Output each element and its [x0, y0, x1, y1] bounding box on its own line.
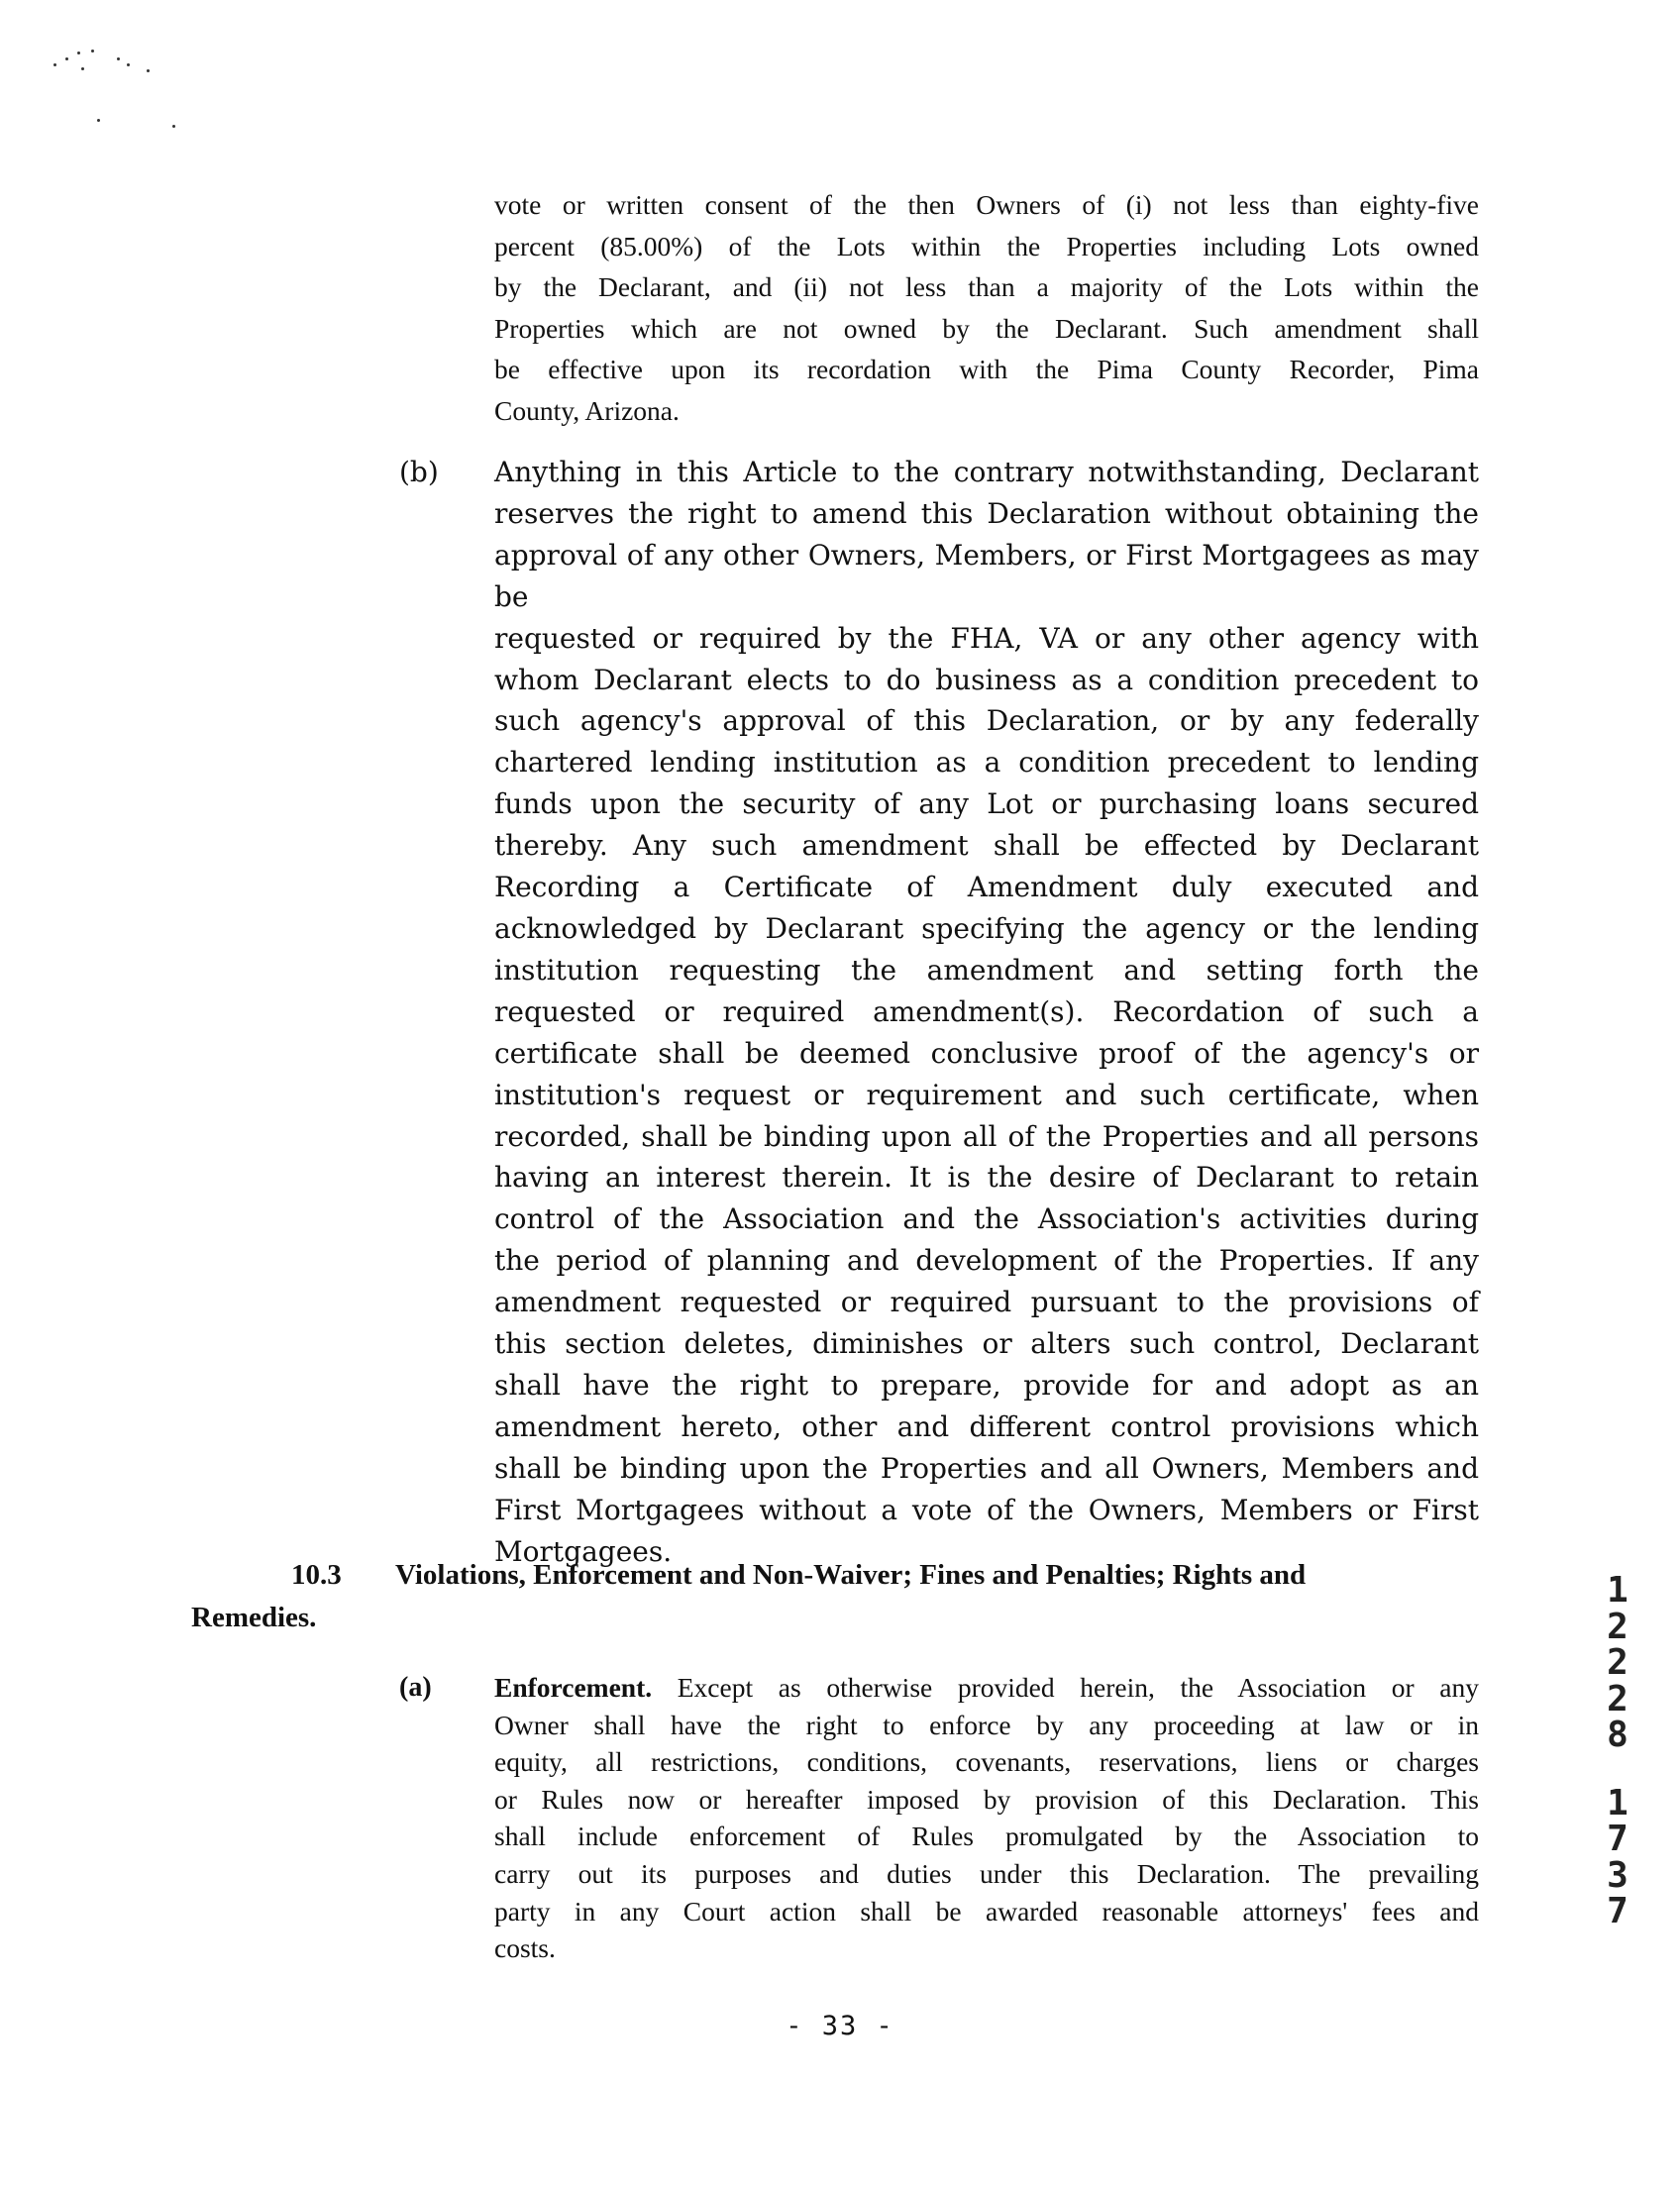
stamp-digit: 3	[1607, 1854, 1628, 1896]
subsection-a-heading: Enforcement.	[494, 1672, 653, 1703]
stamp-digit: 1	[1607, 1570, 1628, 1611]
paragraph-line: Properties which are not owned by the Declarant. Such amendment shall	[494, 312, 1479, 344]
stamp-digit: 7	[1607, 1891, 1628, 1931]
section-title: Violations, Enforcement and Non-Waiver; Fines and Penalties; Rights and	[395, 1559, 1307, 1591]
paragraph-line: amendment requested or required pursuant to the provisions of	[494, 1286, 1479, 1319]
paragraph-line: requested or required amendment(s). Recordation of such a	[494, 994, 1479, 1028]
subsection-b-paragraph	[494, 452, 1479, 1572]
paragraph-line: certificate shall be deemed conclusive proof of the agency's or	[494, 1036, 1479, 1070]
paragraph-line: approval of any other Owners, Members, or First Mortgagees as may be	[494, 538, 1479, 613]
paragraph-line: the period of planning and development of the Properties. If any	[494, 1244, 1479, 1278]
paragraph-line: vote or written consent of the then Owners of (i) not less than eighty-five	[494, 189, 1479, 220]
paragraph-line: First Mortgagees without a vote of the Owners, Members or First	[494, 1493, 1479, 1526]
section-number: 10.3	[291, 1559, 342, 1591]
paragraph-line: this section deletes, diminishes or alters such control, Declarant	[494, 1327, 1479, 1361]
paragraph-line: recorded, shall be binding upon all of the Properties and all persons	[494, 1119, 1479, 1153]
paragraph-line: carry out its purposes and duties under this Declaration. The prevailing	[494, 1857, 1479, 1889]
continued-paragraph	[494, 184, 1479, 431]
paragraph-line: party in any Court action shall be awarded reasonable attorneys' fees and	[494, 1895, 1479, 1927]
paragraph-line: Anything in this Article to the contrary notwithstanding, Declarant	[494, 456, 1479, 488]
page-number: - 33 -	[786, 2011, 894, 2041]
paragraph-line: be effective upon its recordation with the Pima County Recorder, Pima	[494, 354, 1479, 384]
paragraph-line: shall have the right to prepare, provide for and adopt as an	[494, 1368, 1479, 1402]
paragraph-line: institution's request or requirement and such certificate, when	[494, 1078, 1479, 1111]
stamp-digit: 1	[1607, 1782, 1628, 1823]
paragraph-line	[494, 1669, 1479, 1707]
paragraph-line: requested or required by the FHA, VA or any other agency with	[494, 621, 1479, 655]
paragraph-line: equity, all restrictions, conditions, covenants, reservations, liens or charges	[494, 1746, 1479, 1778]
paragraph-line: costs.	[494, 1932, 556, 1964]
paragraph-line: such agency's approval of this Declaration, or by any federally	[494, 704, 1479, 738]
stamp-digit: 7	[1607, 1819, 1628, 1859]
paragraph-text: Except as otherwise provided herein, the Association or any	[652, 1672, 1479, 1703]
paragraph-line: Mortgagees.	[494, 1534, 673, 1568]
stamp-digit: 2	[1607, 1642, 1628, 1683]
paragraph-line: chartered lending institution as a condition precedent to lending	[494, 746, 1479, 780]
paragraph-line: amendment hereto, other and different control provisions which	[494, 1409, 1479, 1443]
paragraph-line: County, Arizona.	[494, 394, 680, 426]
paragraph-line: funds upon the security of any Lot or purchasing loans secured	[494, 787, 1479, 821]
paragraph-line: having an interest therein. It is the desire of Declarant to retain	[494, 1161, 1479, 1195]
paragraph-line: institution requesting the amendment and setting forth the	[494, 953, 1479, 987]
paragraph-line: thereby. Any such amendment shall be effected by Declarant	[494, 829, 1479, 863]
paragraph-line: or Rules now or hereafter imposed by provision of this Declaration. This	[494, 1783, 1479, 1815]
paragraph-line: Owner shall have the right to enforce by any proceeding at law or in	[494, 1709, 1479, 1740]
stamp-digit: 2	[1607, 1678, 1628, 1719]
scan-specks	[48, 44, 216, 133]
paragraph-line: Recording a Certificate of Amendment duly executed and	[494, 871, 1479, 904]
subsection-a-label: (a)	[399, 1672, 432, 1703]
stamp-digit: 2	[1607, 1606, 1628, 1647]
recording-stamp	[1593, 1570, 1642, 1931]
subsection-a-paragraph	[494, 1669, 1479, 1967]
paragraph-line: shall include enforcement of Rules promulgated by the Association to	[494, 1821, 1479, 1852]
paragraph-line: reserves the right to amend this Declaration without obtaining the	[494, 496, 1479, 530]
paragraph-line: control of the Association and the Association's activities during	[494, 1202, 1479, 1236]
subsection-b-label: (b)	[399, 456, 439, 488]
paragraph-line: acknowledged by Declarant specifying the agency or the lending	[494, 911, 1479, 945]
section-title-continuation: Remedies.	[191, 1602, 317, 1633]
paragraph-line: percent (85.00%) of the Lots within the Properties including Lots owned	[494, 230, 1479, 261]
paragraph-line: shall be binding upon the Properties and all Owners, Members and	[494, 1451, 1479, 1485]
stamp-digit: 8	[1607, 1715, 1628, 1755]
paragraph-line: by the Declarant, and (ii) not less than a majority of the Lots within the	[494, 271, 1479, 302]
paragraph-line: whom Declarant elects to do business as a condition precedent to	[494, 663, 1479, 696]
